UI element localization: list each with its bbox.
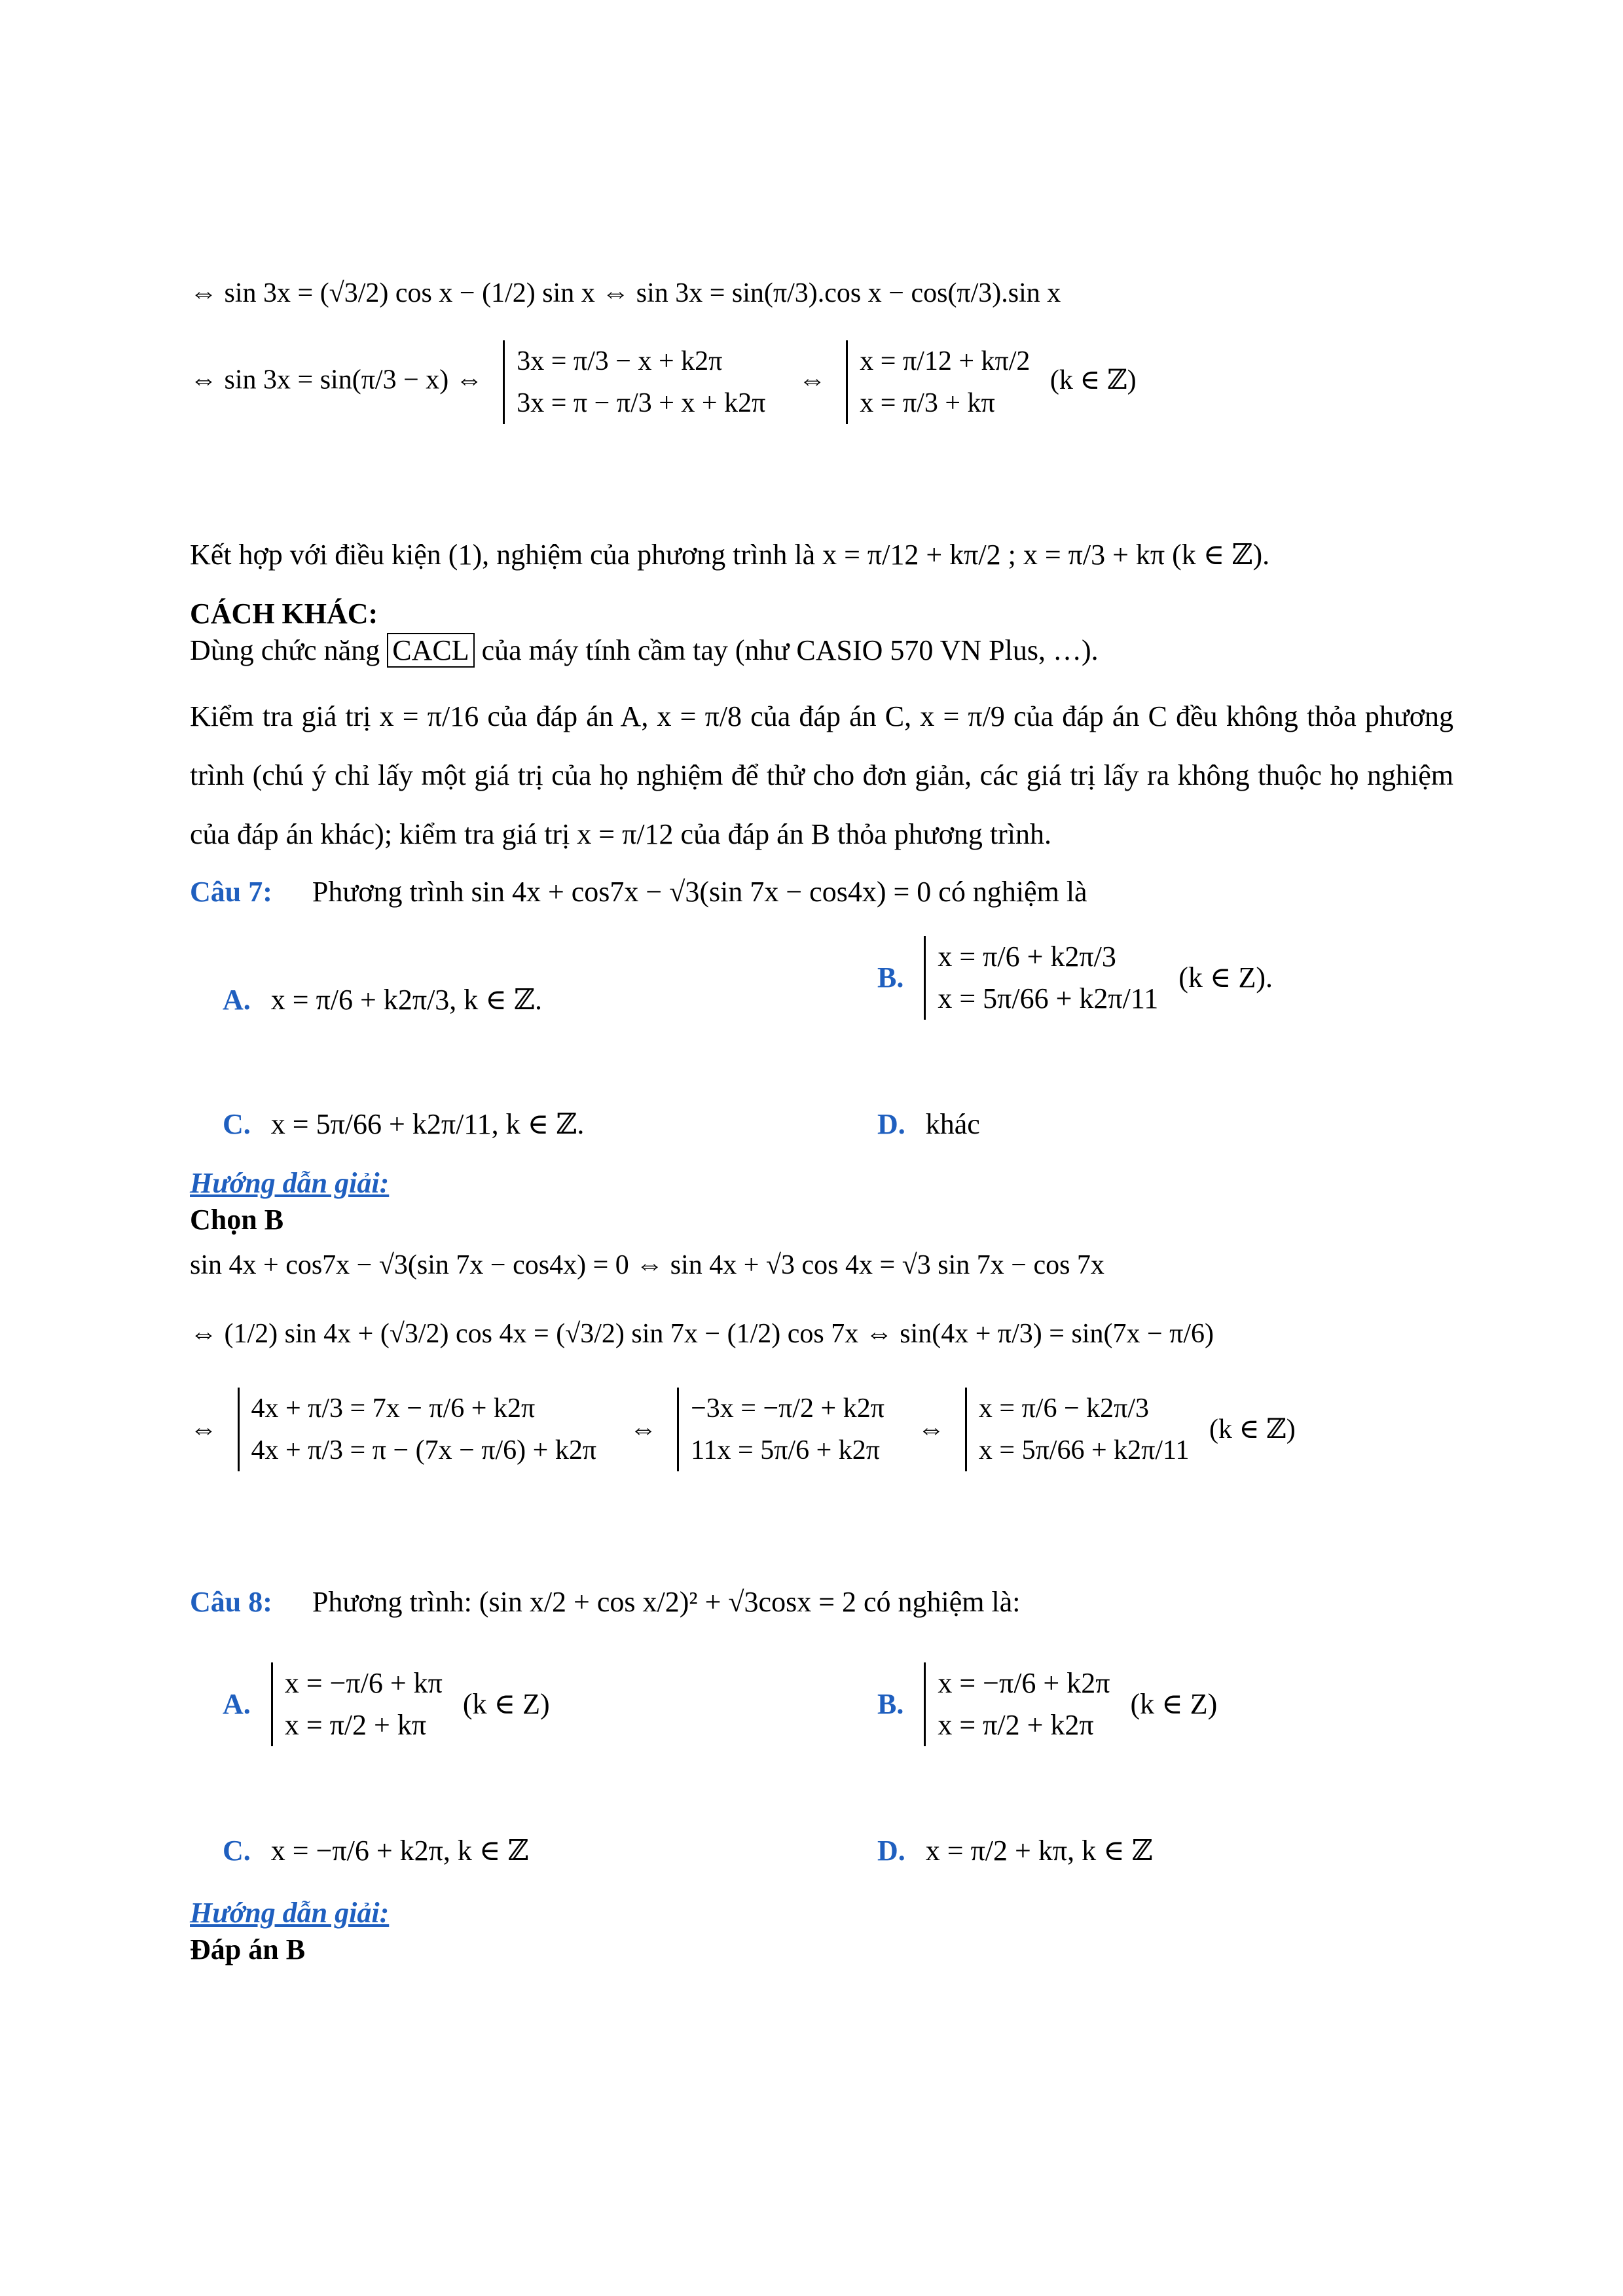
q7-option-a-text: x = π/6 + k2π/3, k ∈ ℤ. <box>270 984 542 1016</box>
q7-option-c-label: C. <box>223 1108 251 1140</box>
q7-option-d-label: D. <box>877 1108 905 1140</box>
sol7-system-b-case-1: −3x = −π/2 + k2π <box>691 1393 884 1424</box>
iff-symbol: ⇔ <box>798 365 826 395</box>
q8-option-b-case-2: x = π/2 + k2π <box>938 1709 1094 1741</box>
question-7-label: Câu 7: <box>190 876 272 908</box>
q8-option-c-label: C. <box>223 1835 251 1867</box>
q8-option-c-text: x = −π/6 + k2π, k ∈ ℤ <box>270 1835 529 1867</box>
sol7-system-c-case-1: x = π/6 − k2π/3 <box>978 1393 1150 1424</box>
question-8-text: Phương trình: (sin x/2 + cos x/2)² + √3cosx = 2 có nghiệm là: <box>312 1586 1021 1618</box>
conclusion-line: Kết hợp với điều kiện (1), nghiệm của phương trình là x = π/12 + kπ/2 ; x = π/3 + kπ (k ∈ ℤ). <box>190 539 1270 571</box>
sol7-system-b-case-2: 11x = 5π/6 + k2π <box>691 1435 880 1465</box>
q7-option-b-system <box>924 936 1158 1020</box>
math-line-1: ⇔ sin 3x = (√3/2) cos x − (1/2) sin x ⇔ sin 3x = sin(π/3).cos x − cos(π/3).sin x <box>190 278 1061 308</box>
question-7-text: Phương trình sin 4x + cos7x − √3(sin 7x − cos4x) = 0 có nghiệm là <box>312 876 1087 908</box>
cacl-box: CACL <box>387 633 474 668</box>
alt-line-1 <box>190 632 1099 669</box>
math-k-domain: (k ∈ ℤ) <box>1049 365 1137 395</box>
math-system-2-case-2: x = π/3 + kπ <box>860 388 995 418</box>
alt-heading: CÁCH KHÁC: <box>190 598 378 630</box>
sol7-system-b <box>677 1388 884 1471</box>
q8-option-b-case-1: x = −π/6 + k2π <box>938 1667 1110 1699</box>
q7-option-b[interactable] <box>877 936 1273 1020</box>
sol7-iff-2: ⇔ <box>629 1414 657 1444</box>
q8-option-c[interactable] <box>223 1833 529 1869</box>
q8-option-b-system <box>924 1662 1110 1746</box>
alt-line-1-pre: Dùng chức năng <box>190 634 388 666</box>
q7-option-c-text: x = 5π/66 + k2π/11, k ∈ ℤ. <box>270 1108 585 1140</box>
question-8 <box>190 1584 1021 1621</box>
guide-heading-8: Hướng dẫn giải: <box>190 1897 390 1929</box>
q8-option-d[interactable] <box>877 1833 1153 1869</box>
q7-option-b-k: (k ∈ Z). <box>1178 961 1273 994</box>
q7-option-b-case-2: x = 5π/66 + k2π/11 <box>938 982 1159 1014</box>
q7-option-a-label: A. <box>223 984 251 1016</box>
math-system-1-case-2: 3x = π − π/3 + x + k2π <box>517 388 766 418</box>
math-system-2-case-1: x = π/12 + kπ/2 <box>860 346 1030 376</box>
choose-7: Chọn B <box>190 1204 284 1236</box>
q7-option-d[interactable] <box>877 1106 980 1143</box>
math-system-1-case-1: 3x = π/3 − x + k2π <box>517 346 723 376</box>
guide-heading-7: Hướng dẫn giải: <box>190 1167 390 1199</box>
math-line-2-lhs: ⇔ sin 3x = sin(π/3 − x) ⇔ <box>190 365 483 395</box>
q8-option-a-system <box>271 1662 443 1746</box>
q8-option-a-case-1: x = −π/6 + kπ <box>284 1667 443 1699</box>
q8-option-b[interactable] <box>877 1662 1217 1746</box>
q8-option-d-text: x = π/2 + kπ, k ∈ ℤ <box>925 1835 1153 1867</box>
math-system-1 <box>503 340 765 424</box>
q7-option-a[interactable] <box>223 982 542 1018</box>
q7-option-c[interactable] <box>223 1106 584 1143</box>
sol7-line-1: sin 4x + cos7x − √3(sin 7x − cos4x) = 0 ⇔ sin 4x + √3 cos 4x = √3 sin 7x − cos 7x <box>190 1250 1104 1280</box>
q7-option-d-text: khác <box>925 1108 980 1140</box>
sol7-k-domain: (k ∈ ℤ) <box>1209 1414 1296 1444</box>
sol7-line-3 <box>190 1388 1296 1471</box>
q8-option-b-k: (k ∈ Z) <box>1130 1688 1218 1720</box>
answer-8: Đáp án B <box>190 1933 306 1965</box>
q8-option-d-label: D. <box>877 1835 905 1867</box>
question-8-label: Câu 8: <box>190 1586 272 1618</box>
math-line-2 <box>190 340 1137 424</box>
question-7 <box>190 874 1087 910</box>
sol7-system-a <box>238 1388 597 1471</box>
alt-paragraph: Kiểm tra giá trị x = π/16 của đáp án A, x = π/8 của đáp án C, x = π/9 của đáp án C đều không thỏa phương trình (chú ý chỉ lấy một giá trị của họ nghiệm để thử cho đơn giản, các giá trị lấy ra không thuộc họ nghiệm của đáp án khác); kiểm tra giá trị x = π/12 của đáp án B thỏa phương trình. <box>190 700 1453 850</box>
sol7-system-a-case-1: 4x + π/3 = 7x − π/6 + k2π <box>251 1393 536 1424</box>
q8-option-a-k: (k ∈ Z) <box>462 1688 550 1720</box>
q8-option-b-label: B. <box>877 1688 904 1720</box>
q7-option-b-label: B. <box>877 961 904 994</box>
q8-option-a-case-2: x = π/2 + kπ <box>284 1709 427 1741</box>
sol7-line-2: ⇔ (1/2) sin 4x + (√3/2) cos 4x = (√3/2) sin 7x − (1/2) cos 7x ⇔ sin(4x + π/3) = sin(7x − π/6) <box>190 1319 1214 1349</box>
sol7-system-c <box>965 1388 1190 1471</box>
q8-option-a[interactable] <box>223 1662 550 1746</box>
sol7-system-a-case-2: 4x + π/3 = π − (7x − π/6) + k2π <box>251 1435 597 1465</box>
sol7-system-c-case-2: x = 5π/66 + k2π/11 <box>978 1435 1190 1465</box>
sol7-iff-3: ⇔ <box>917 1414 945 1444</box>
alt-line-1-post: của máy tính cầm tay (như CASIO 570 VN Plus, …). <box>474 634 1099 666</box>
q7-option-b-case-1: x = π/6 + k2π/3 <box>938 941 1116 973</box>
math-system-2 <box>846 340 1030 424</box>
sol7-iff-1: ⇔ <box>190 1414 217 1444</box>
q8-option-a-label: A. <box>223 1688 251 1720</box>
